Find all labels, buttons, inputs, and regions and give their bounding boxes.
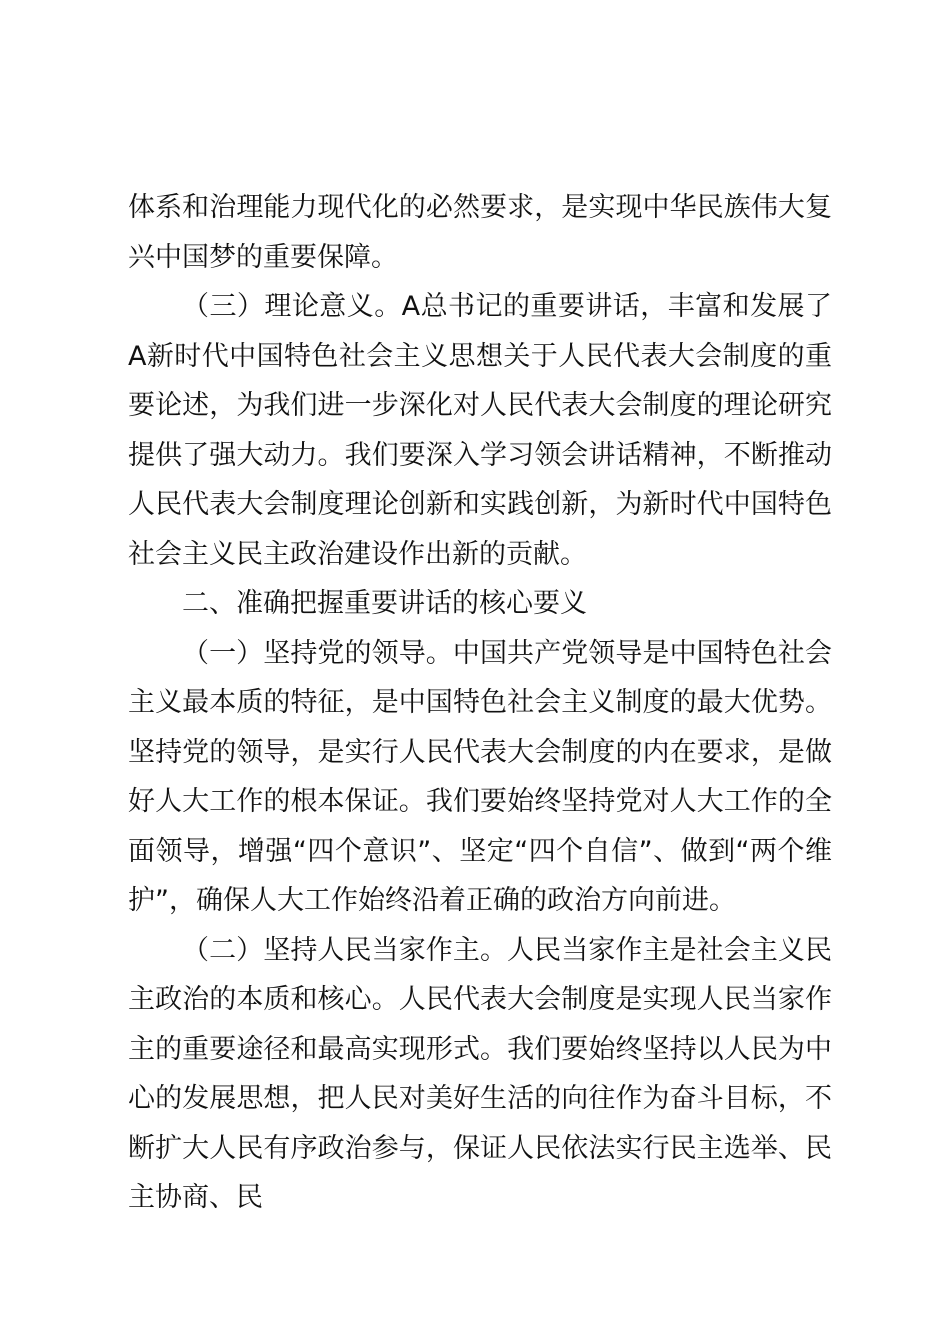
paragraph-people-as-masters: （二）坚持人民当家作主。人民当家作主是社会主义民主政治的本质和核心。人民代表大会制度是实现人民当家作主的重要途径和最高实现形式。我们要始终坚持以人民为中心的发展思想，把人民对美好生活的向往作为奋斗目标，不断扩大人民有序政治参与，保证人民依法实行民主选举、民主协商、民 [128,934,832,1213]
paragraph-theoretical-significance: （三）理论意义。A总书记的重要讲话，丰富和发展了A新时代中国特色社会主义思想关于人民代表大会制度的重要论述，为我们进一步深化对人民代表大会制度的理论研究提供了强大动力。我们要深入学习领会讲话精神，不断推动人民代表大会制度理论创新和实践创新，为新时代中国特色社会主义民主政治建设作出新的贡献。 [128,291,832,570]
paragraph-party-leadership: （一）坚持党的领导。中国共产党领导是中国特色社会主义最本质的特征，是中国特色社会主义制度的最大优势。坚持党的领导，是实行人民代表大会制度的内在要求，是做好人大工作的根本保证。我们要始终坚持党对人大工作的全面领导，增强“四个意识”、坚定“四个自信”、做到“两个维护”，确保人大工作始终沿着正确的政治方向前进。 [128,637,832,916]
section-heading-two: 二、准确把握重要讲话的核心要义 [182,588,587,619]
document-body [128,183,832,1223]
paragraph-continuation: 体系和治理能力现代化的必然要求，是实现中华民族伟大复兴中国梦的重要保障。 [128,192,832,273]
